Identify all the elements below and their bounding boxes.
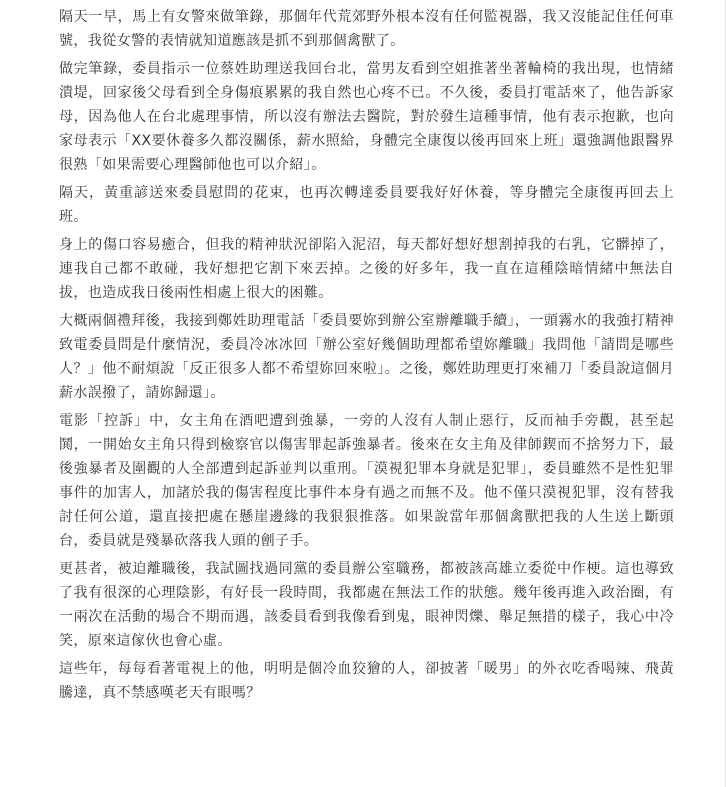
paragraph-dismissal: 大概兩個禮拜後，我接到鄭姓助理電話「委員要妳到辦公室辦離職手續」，一頭霧水的我強打精神致電委員問是什麼情況，委員冷冰冰回「辦公室好幾個助理都希望妳離職」我問他「請問是哪些人？」他不耐煩說「反正很多人都不希望妳回來啦」。之後，鄭姓助理更打來補刀「委員說這個月薪水誤撥了，請妳歸還」。 (59, 313, 674, 401)
paragraph-movie-accused: 電影「控訴」中，女主角在酒吧遭到強暴，一旁的人沒有人制止惡行，反而袖手旁觀，甚至起鬨，一開始女主角只得到檢察官以傷害罪起訴強暴者。後來在女主角及律師鍥而不捨努力下，最後強暴者及圍觀的人全部遭到起訴並判以重刑。「漠視犯罪本身就是犯罪」，委員雖然不是性犯罪事件的加害人，加諸於我的傷害程度比事件本身有過之而無不及。他不僅只漠視犯罪，沒有替我討任何公道，還直接把處在懸崖邊緣的我狠狠推落。如果說當年那個禽獸把我的人生送上斷頭台，委員就是殘暴砍落我人頭的劊子手。 (59, 413, 674, 549)
paragraph-trauma: 身上的傷口容易癒合，但我的精神狀況卻陷入泥沼，每天都好想好想割掉我的右乳，它髒掉了，連我自己都不敢碰，我好想把它割下來丟掉。之後的好多年，我一直在這種陰暗情緒中無法自拔，也造成我日後兩性相處上很大的困難。 (59, 237, 674, 301)
paragraph-return-taipei: 做完筆錄，委員指示一位蔡姓助理送我回台北，當男友看到空姐推著坐著輪椅的我出現，也情緒潰堤，回家後父母看到全身傷痕累累的我自然也心疼不已。不久後，委員打電話來了，他告訴家母，因為他人在台北處理事情，所以沒有辦法去醫院，對於發生這種事情，他有表示抱歉，也向家母表示「XX要休養多久都沒關係，薪水照給，身體完全康復以後再回來上班」還強調他跟醫界很熟「如果需要心理醫師他也可以介紹」。 (59, 61, 674, 173)
paragraph-aftermath: 更甚者，被迫離職後，我試圖找過同黨的委員辦公室職務，都被該高雄立委從中作梗。這也導致了我有很深的心理陰影，有好長一段時間，我都處在無法工作的狀態。幾年後再進入政治圈，有一兩次在活動的場合不期而遇，該委員看到我像看到鬼，眼神閃爍、舉足無措的樣子，我心中冷笑，原來這傢伙也會心虛。 (59, 561, 674, 649)
paragraph-closing: 這些年，每每看著電視上的他，明明是個冷血狡獪的人，卻披著「暖男」的外衣吃香喝辣、飛黃騰達，真不禁感嘆老天有眼嗎？ (59, 661, 674, 701)
paragraph-flowers: 隔天，黃重諺送來委員慰問的花束，也再次轉達委員要我好好休養，等身體完全康復再回去上班。 (59, 185, 674, 225)
paragraph-police-report: 隔天一早，馬上有女警來做筆錄，那個年代荒郊野外根本沒有任何監視器，我又沒能記住任何車號，我從女警的表情就知道應該是抓不到那個禽獸了。 (59, 9, 674, 49)
